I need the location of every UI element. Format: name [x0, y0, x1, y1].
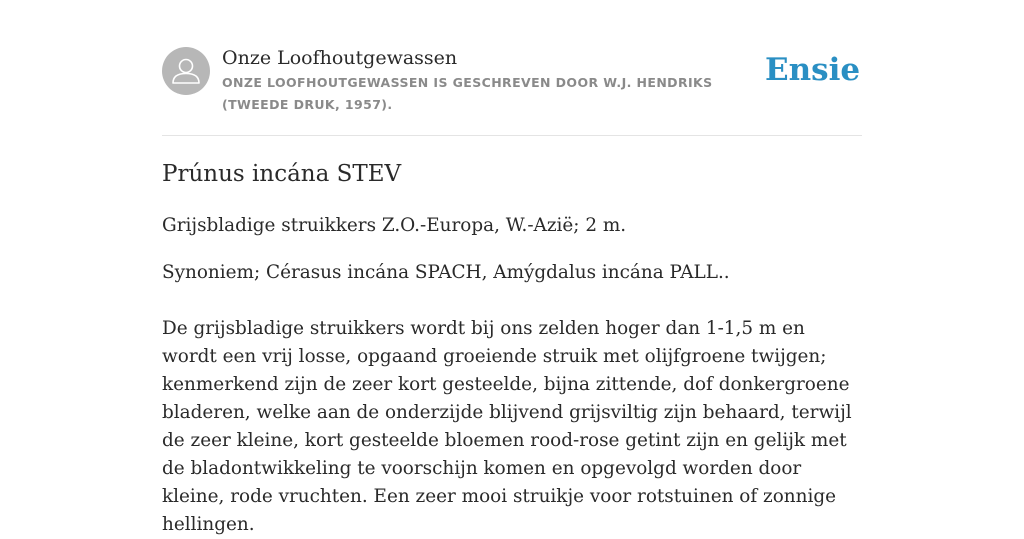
- ensie-logo[interactable]: Ensie: [765, 52, 861, 88]
- entry-paragraph: De grijsbladige struikkers wordt bij ons zelden hoger dan 1-1,5 m en wordt een vrij losse, opgaand groeiende struik met olijfgroene twijgen; kenmerkend zijn de zeer kort gesteelde, bijna zittende, dof donkergroene bladeren, welke aan de onderzijde blijvend grijsviltig zijn behaard, terwijl de zeer kleine, kort gesteelde bloemen rood-rose getint zijn en gelijk met de bladontwikkeling te voorschijn komen en opgevolgd worden door kleine, rode vruchten. Een zeer mooi struikje voor rotstuinen of zonnige hellingen.: [162, 318, 852, 535]
- avatar[interactable]: [162, 47, 210, 95]
- book-subtitle: ONZE LOOFHOUTGEWASSEN IS GESCHREVEN DOOR W.J. HENDRIKS (TWEEDE DRUK, 1957).: [222, 75, 713, 112]
- book-title[interactable]: Onze Loofhoutgewassen: [222, 47, 458, 69]
- entry-paragraph: Synoniem; Cérasus incána SPACH, Amýgdalus incána PALL..: [162, 262, 730, 283]
- user-icon: [162, 47, 210, 95]
- entry-paragraph: Grijsbladige struikkers Z.O.-Europa, W.-Azië; 2 m.: [162, 215, 627, 236]
- entry-title: Prúnus incána STEV: [162, 161, 402, 187]
- page: [162, 0, 862, 535]
- header: [162, 0, 862, 136]
